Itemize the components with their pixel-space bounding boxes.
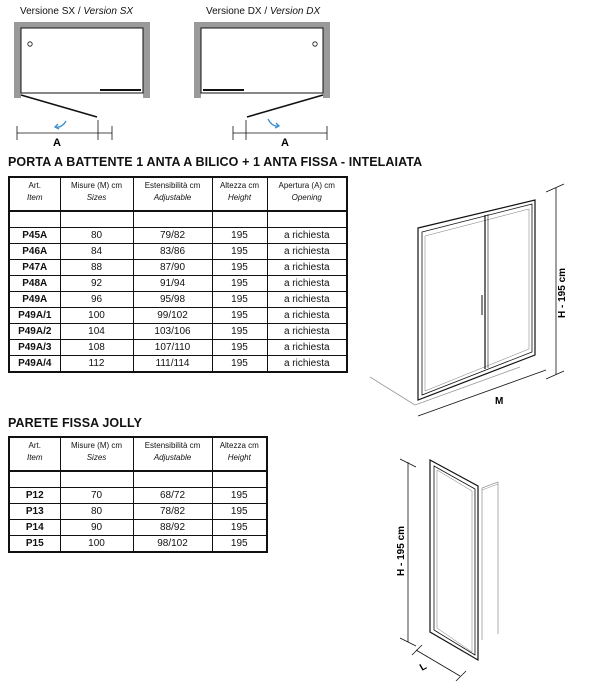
header-cell: Altezza cm Height	[212, 177, 267, 211]
header-cell: Art. Item	[9, 437, 60, 471]
table-row: P47A 88 87/90 195 a richiesta	[9, 260, 347, 276]
header-cell: Art. Item	[9, 177, 60, 211]
version-sx-label: Versione SX / Version SX	[20, 6, 134, 17]
table-row: P15 100 98/102 195	[9, 536, 267, 553]
section2-rows	[9, 471, 267, 552]
plan-views	[0, 0, 591, 150]
dim-a-dx: A	[281, 137, 289, 149]
width-label: M	[495, 396, 504, 407]
table-header-row	[9, 177, 347, 211]
section1-title: PORTA A BATTENTE 1 ANTA A BILICO + 1 ANTA FISSA - INTELAIATA	[8, 155, 423, 169]
table-row: P13 80 78/82 195	[9, 504, 267, 520]
header-cell: Estensibilità cm Adjustable	[133, 437, 212, 471]
section2-table	[8, 436, 268, 553]
door-drawing	[360, 180, 590, 420]
header-cell: Misure (M) cm Sizes	[60, 437, 133, 471]
plan-dx	[194, 22, 330, 140]
table-row: P46A 84 83/86 195 a richiesta	[9, 244, 347, 260]
table-header-row	[9, 437, 267, 471]
version-dx-label: Versione DX / Version DX	[206, 6, 321, 17]
height-label: H - 195 cm	[557, 267, 568, 318]
table-row: P49A/3 108 107/110 195 a richiesta	[9, 340, 347, 356]
plan-sx	[14, 22, 150, 140]
table-row: P49A/4 112 111/114 195 a richiesta	[9, 356, 347, 373]
table-row: P49A/2 104 103/106 195 a richiesta	[9, 324, 347, 340]
section1-table	[8, 176, 348, 373]
table-row: P49A 96 95/98 195 a richiesta	[9, 292, 347, 308]
table-row: P48A 92 91/94 195 a richiesta	[9, 276, 347, 292]
header-cell: Estensibilità cm Adjustable	[133, 177, 212, 211]
table-row: P14 90 88/92 195	[9, 520, 267, 536]
header-cell: Altezza cm Height	[219, 441, 259, 462]
panel-drawing	[380, 450, 520, 686]
table-row: P45A 80 79/82 195 a richiesta	[9, 228, 347, 244]
table-row: P49A/1 100 99/102 195 a richiesta	[9, 308, 347, 324]
height-label: H - 195 cm	[396, 525, 407, 576]
header-cell: Apertura (A) cm Opening	[278, 181, 335, 202]
section2-title: PARETE FISSA JOLLY	[8, 416, 143, 430]
table-row: P12 70 68/72 195	[9, 488, 267, 504]
section1-rows	[9, 211, 347, 372]
width-label: L	[418, 661, 429, 674]
header-cell: Misure (M) cm Sizes	[60, 177, 133, 211]
dim-a-sx: A	[53, 137, 61, 149]
